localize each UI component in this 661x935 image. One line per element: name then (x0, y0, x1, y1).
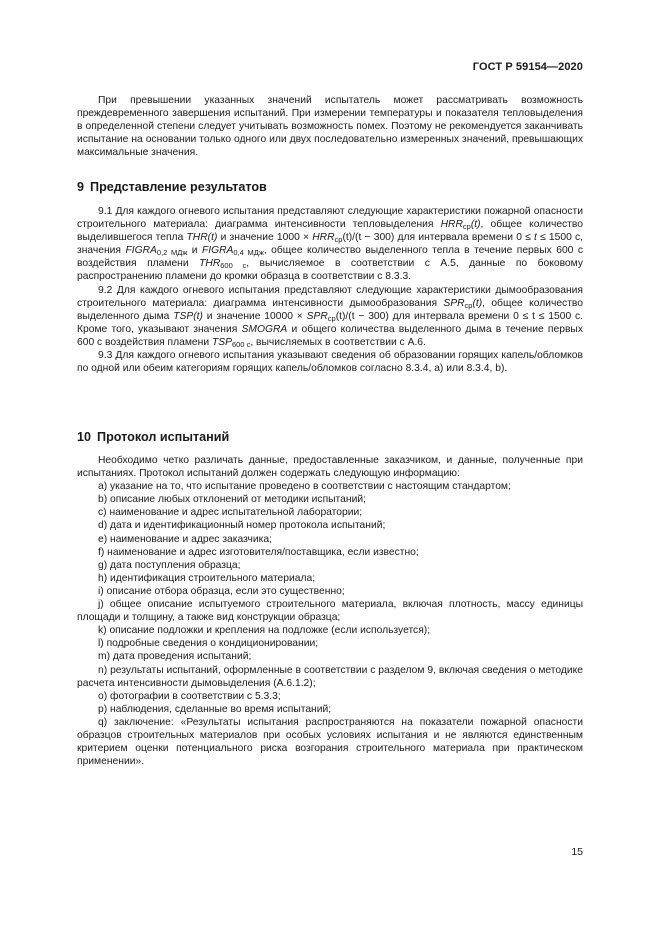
intro-paragraph-block (77, 94, 583, 159)
document-code: ГОСТ Р 59154—2020 (472, 61, 583, 73)
list-item: l) подробные сведения о кондиционировании; (98, 638, 319, 650)
list-item: m) дата проведения испытаний; (98, 651, 252, 663)
list-item: n) результаты испытаний, оформленные в соответствии с разделом 9, включая сведения о методике расчета интенсивности дымовыделения (А.6.1.2); (77, 664, 583, 689)
list-item: i) описание отбора образца, если это существенно; (98, 585, 345, 597)
list-item: d) дата и идентификационный номер протокола испытаний; (98, 520, 386, 532)
list-item: k) описание подложки и крепления на подложке (если используется); (98, 625, 431, 637)
section-9-title: Представление результатов (90, 180, 267, 194)
list-item: b) описание любых отклонений от методики испытаний; (98, 494, 366, 506)
section-10-intro: Необходимо четко различать данные, предоставленные заказчиком, и данные, полученные при испытаниях. Протокол испытаний должен содержать следующую информацию: (77, 455, 583, 480)
list-item: f) наименование и адрес изготовителя/поставщика, если известно; (98, 546, 419, 558)
list-item: o) фотографии в соответствии с 5.3.3; (98, 690, 281, 702)
list-item: g) дата поступления образца; (98, 559, 241, 571)
paragraph-9-2: 9.2 Для каждого огневого испытания представляют следующие характеристики дымообразования строительного материала: диаграмма интенсивности дымообразования $SPR_{ср}(t)$, общее количество выделенного дыма TSP(t) и значение $10000 \times SPR_{ср}(t)/(t - 300)$ для интервала времени 0 ≤ t ≤ 1500 с. Кроме того, указывают значения SMOGRA и общего количества выделенного дыма в течение первых 600 с воздействия пламени $TSP_{600 с}$, вычисляемых в соответствии с А.6. (77, 284, 583, 349)
report-contents-list (77, 480, 583, 768)
list-item: a) указание на то, что испытание проведено в соответствии с настоящим стандартом; (98, 481, 511, 493)
section-10-body (77, 454, 583, 768)
section-10-heading (77, 430, 229, 444)
section-10-number: 10 (77, 430, 92, 444)
section-10-title: Протокол испытаний (97, 430, 230, 444)
section-9-heading (77, 180, 267, 194)
list-item: j) общее описание испытуемого строительного материала, включая плотность, массу единицы площади и толщину, а также вид конструкции образца; (77, 599, 583, 624)
list-item: c) наименование и адрес испытательной лаборатории; (98, 507, 363, 519)
list-item: h) идентификация строительного материала; (98, 572, 316, 584)
paragraph-9-3: 9.3 Для каждого огневого испытания указывают сведения об образовании горящих капель/обломков по одной или обеим категориям горящих капель/обломков согласно 8.3.4, а) или 8.3.4, b). (77, 350, 583, 375)
section-9-body (77, 205, 583, 375)
list-item: p) наблюдения, сделанные во время испытаний; (98, 703, 332, 715)
list-item: q) заключение: «Результаты испытания распространяются на показатели пожарной опасности образцов строительных материалов при особых условиях испытания и не являются единственным критерием оценки потенциального риска возгорания строительного материала при практическом применении». (77, 716, 583, 768)
list-item: e) наименование и адрес заказчика; (98, 533, 272, 545)
intro-paragraph: При превышении указанных значений испытатель может рассматривать возможность преждевременного завершения испытаний. При измерении температуры и показателя тепловыделения в определенной степени следует учитывать возможность помех. Поэтому не рекомендуется заканчивать испытание на основании только одного или двух последовательно измеренных значений, превышающих максимальные значения. (77, 95, 583, 159)
page-number: 15 (571, 846, 583, 858)
section-9-number: 9 (77, 180, 85, 194)
paragraph-9-1: 9.1 Для каждого огневого испытания представляют следующие характеристики пожарной опасности строительного материала: диаграмма интенсивности тепловыделения $HRR_{ср}(t)$, общее количество выделившегося тепла THR(t) и значение $1000 \times HRR_{ср}(t)/(t - 300)$ для интервала времени 0 ≤ t ≤ 1500 с, значения $FIGRA_{0,2 МДж}$ и $FIGRA_{0,4 МДж}$, общее количество выделенного тепла в течение первых 600 с воздействия пламени $THR_{600 с}$, вычисляемое в соответствии с А.5, данные по боковому распространению пламени до кромки образца в соответствии с 8.3.3. (77, 206, 584, 283)
